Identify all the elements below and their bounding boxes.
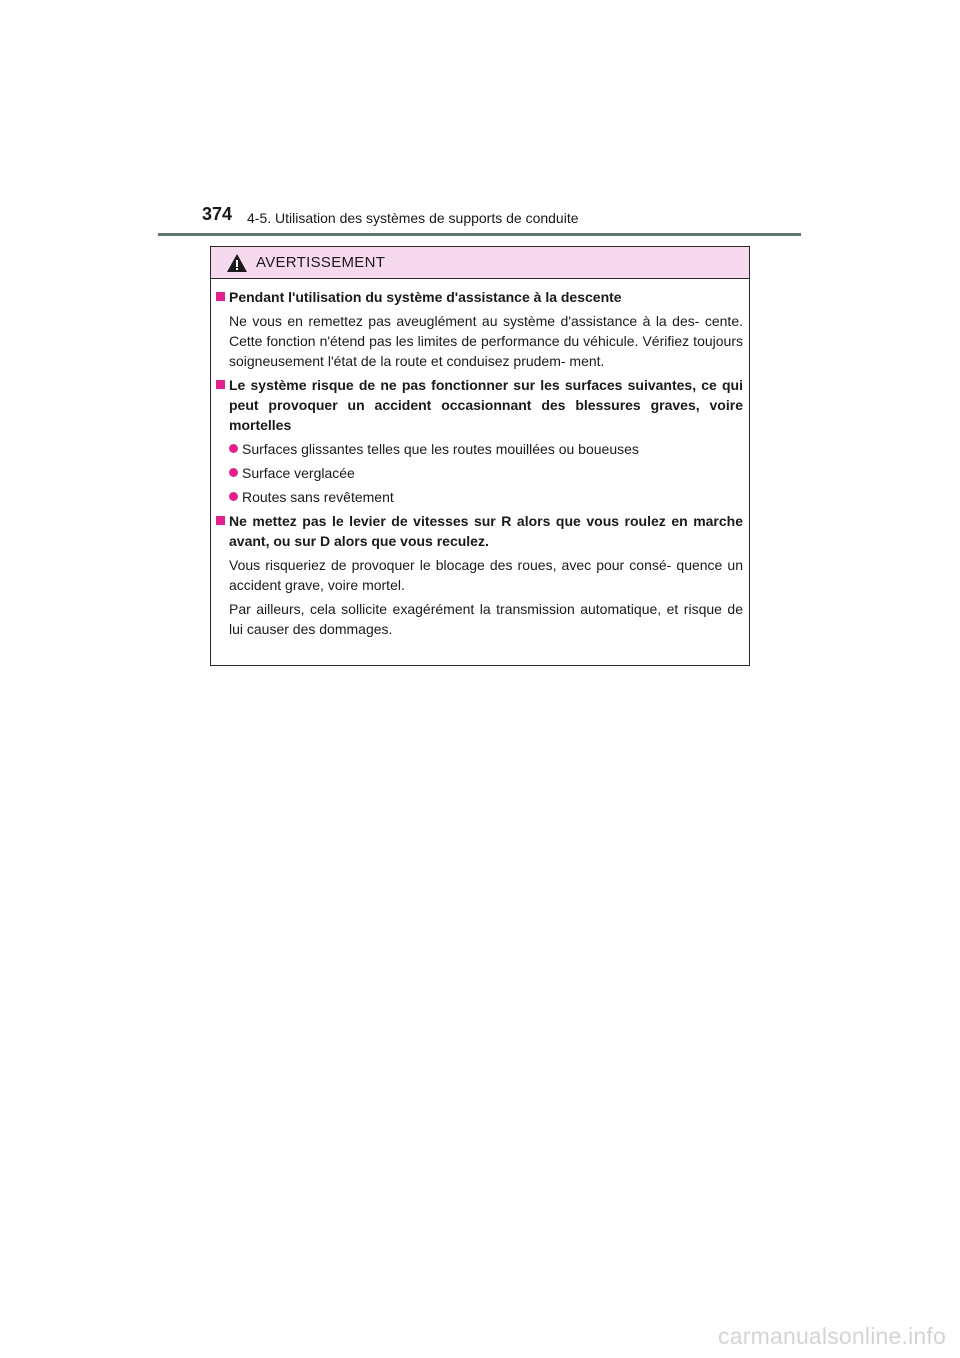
warning-box xyxy=(210,246,750,666)
warning-item xyxy=(216,287,743,371)
bullet-item xyxy=(229,487,743,507)
bullet-text: Routes sans revêtement xyxy=(242,489,394,505)
round-bullet-icon xyxy=(229,444,238,453)
watermark: carmanualsonline.info xyxy=(718,1323,946,1349)
warning-item xyxy=(216,511,743,639)
warning-title: AVERTISSEMENT xyxy=(256,254,386,271)
item-title: Ne mettez pas le levier de vitesses sur R alors que vous roulez en marche avant, ou sur D alors que vous reculez. xyxy=(229,513,743,549)
bullet-item xyxy=(229,439,743,459)
header-rule xyxy=(158,233,801,236)
warning-item xyxy=(216,375,743,507)
bullet-text: Surface verglacée xyxy=(242,465,355,481)
bullet-item xyxy=(229,463,743,483)
item-title: Le système risque de ne pas fonctionner sur les surfaces suivantes, ce qui peut provoquer un accident occasionnant des blessures graves, voire mortelles xyxy=(229,377,743,433)
section-title: 4-5. Utilisation des systèmes de supports de conduite xyxy=(247,210,579,226)
item-title: Pendant l'utilisation du système d'assistance à la descente xyxy=(229,289,622,305)
square-bullet-icon xyxy=(216,292,225,301)
page-number: 374 xyxy=(202,204,233,224)
warning-body xyxy=(211,279,749,639)
square-bullet-icon xyxy=(216,380,225,389)
bullet-text: Surfaces glissantes telles que les routes mouillées ou boueuses xyxy=(242,441,639,457)
round-bullet-icon xyxy=(229,492,238,501)
warning-header xyxy=(211,247,749,279)
item-paragraph: Ne vous en remettez pas aveuglément au système d'assistance à la des- cente. Cette fonction n'étend pas les limites de performance du véhicule. Vérifiez toujours soigneusement l'état de la route et conduisez prudem- ment. xyxy=(229,313,743,369)
item-paragraph: Vous risqueriez de provoquer le blocage des roues, avec pour consé- quence un accident grave, voire mortel. xyxy=(229,557,743,593)
item-paragraph: Par ailleurs, cela sollicite exagérément la transmission automatique, et risque de lui causer des dommages. xyxy=(229,601,743,637)
round-bullet-icon xyxy=(229,468,238,477)
warning-triangle-icon xyxy=(226,253,248,273)
square-bullet-icon xyxy=(216,516,225,525)
